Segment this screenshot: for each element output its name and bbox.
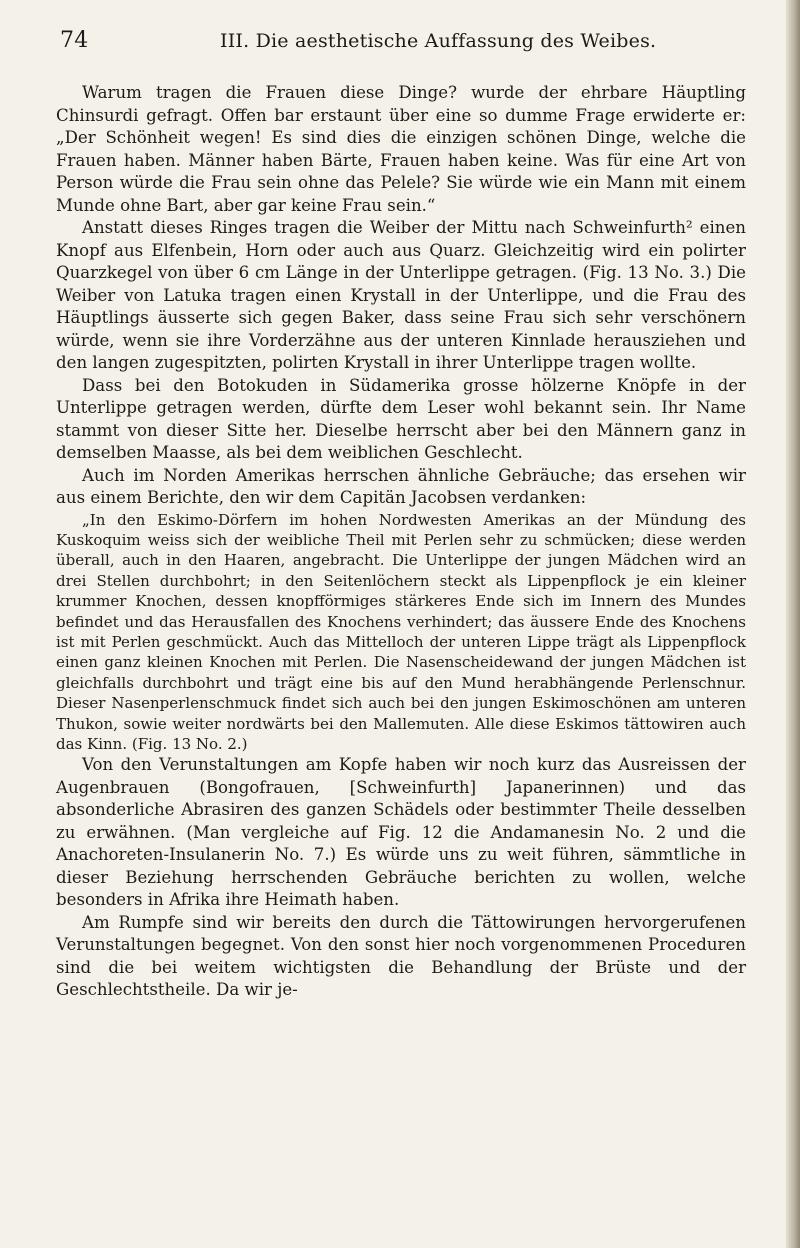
- paragraph-kopf: Von den Verunstaltungen am Kopfe haben wir noch kurz das Ausreissen der Augenbrauen (Bongofrauen, [Schweinfurth] Japanerinnen) und das absonderliche Abrasiren des ganzen Schädels oder bestimmter Theile desselben zu erwähnen. (Man vergleiche auf Fig. 12 die Andamanesin No. 2 und die Anachoreten-Insulanerin No. 7.) Es würde uns zu weit führen, sämmtliche in dieser Beziehung herrschenden Gebräuche berichten zu wollen, welche besonders in Afrika ihre Heimath haben.: [56, 755, 746, 910]
- paragraph-chinsurdi: Warum tragen die Frauen diese Dinge? wurde der ehrbare Häuptling Chinsurdi gefragt. Offen bar erstaunt über eine so dumme Frage erwiderte er: „Der Schönheit wegen! Es sind dies die einzigen schönen Dinge, welche die Frauen haben. Männer haben Bärte, Frauen haben keine. Was für eine Art von Person würde die Frau sein ohne das Pelele? Sie würde wie ein Mann mit einem Munde ohne Bart, aber gar keine Frau sein.“: [56, 83, 746, 215]
- book-spine-edge: [786, 0, 800, 1248]
- body-text: [56, 82, 746, 1002]
- paragraph-rumpf: Am Rumpfe sind wir bereits den durch die Tättowirungen hervorgerufenen Verunstaltungen begegnet. Von den sonst hier noch vorgenommenen Proceduren sind die bei weitem wichtigsten die Behandlung der Brüste und der Geschlechtstheile. Da wir je-: [56, 912, 746, 1000]
- paragraph-mittu: Anstatt dieses Ringes tragen die Weiber der Mittu nach Schweinfurth² einen Knopf aus Elfenbein, Horn oder auch aus Quarz. Gleichzeitig wird ein polirter Quarzkegel von über 6 cm Länge in der Unterlippe getragen. (Fig. 13 No. 3.) Die Weiber von Latuka tragen einen Krystall in der Unterlippe, und die Frau des Häuptlings äusserte sich gegen Baker, dass seine Frau sich sehr verschönern würde, wenn sie ihre Vorderzähne aus der unteren Kinnlade herausziehen und den langen zugespitzten, polirten Krystall in ihrer Unterlippe tragen wollte.: [56, 218, 746, 372]
- book-page: [56, 28, 746, 1002]
- quote-eskimo-text: „In den Eskimo-Dörfern im hohen Nordwesten Amerikas an der Mündung des Kuskoquim weiss sich der weibliche Theil mit Perlen sehr zu schmücken; diese werden überall, auch in den Haaren, angebracht. Die Unterlippe der jungen Mädchen wird an drei Stellen durchbohrt; in den Seitenlöchern steckt als Lippenpflock je ein kleiner krummer Knochen, dessen knopfförmiges stärkeres Ende sich im Innern des Mundes befindet und das Herausfallen des Knochens verhindert; das äussere Ende des Knochens ist mit Perlen geschmückt. Auch das Mittelloch der unteren Lippe trägt als Lippenpflock einen ganz kleinen Knochen mit Perlen. Die Nasenscheidewand der jungen Mädchen ist gleichfalls durchbohrt und trägt eine bis auf den Mund herabhängende Perlenschnur. Dieser Nasenperlenschmuck findet sich auch bei den jungen Eskimoschönen am unteren Thukon, sowie weiter nordwärts bei den Mallemuten. Alle diese Eskimos tättowiren auch das Kinn. (Fig. 13 No. 2.): [56, 510, 746, 753]
- quote-jacobsen: [56, 510, 746, 755]
- page-header: [56, 28, 746, 68]
- paragraph-nordamerika: Auch im Norden Amerikas herrschen ähnliche Gebräuche; das ersehen wir aus einem Berichte, den wir dem Capitän Jacobsen verdanken:: [56, 465, 746, 507]
- page-number: 74: [60, 28, 89, 53]
- paragraph-botokuden: Dass bei den Botokuden in Südamerika grosse hölzerne Knöpfe in der Unterlippe getragen werden, dürfte dem Leser wohl bekannt sein. Ihr Name stammt von dieser Sitte her. Dieselbe herrscht aber bei den Männern ganz in demselben Maasse, als bei dem weiblichen Geschlecht.: [56, 375, 746, 462]
- running-title: III. Die aesthetische Auffassung des Weibes.: [220, 30, 657, 52]
